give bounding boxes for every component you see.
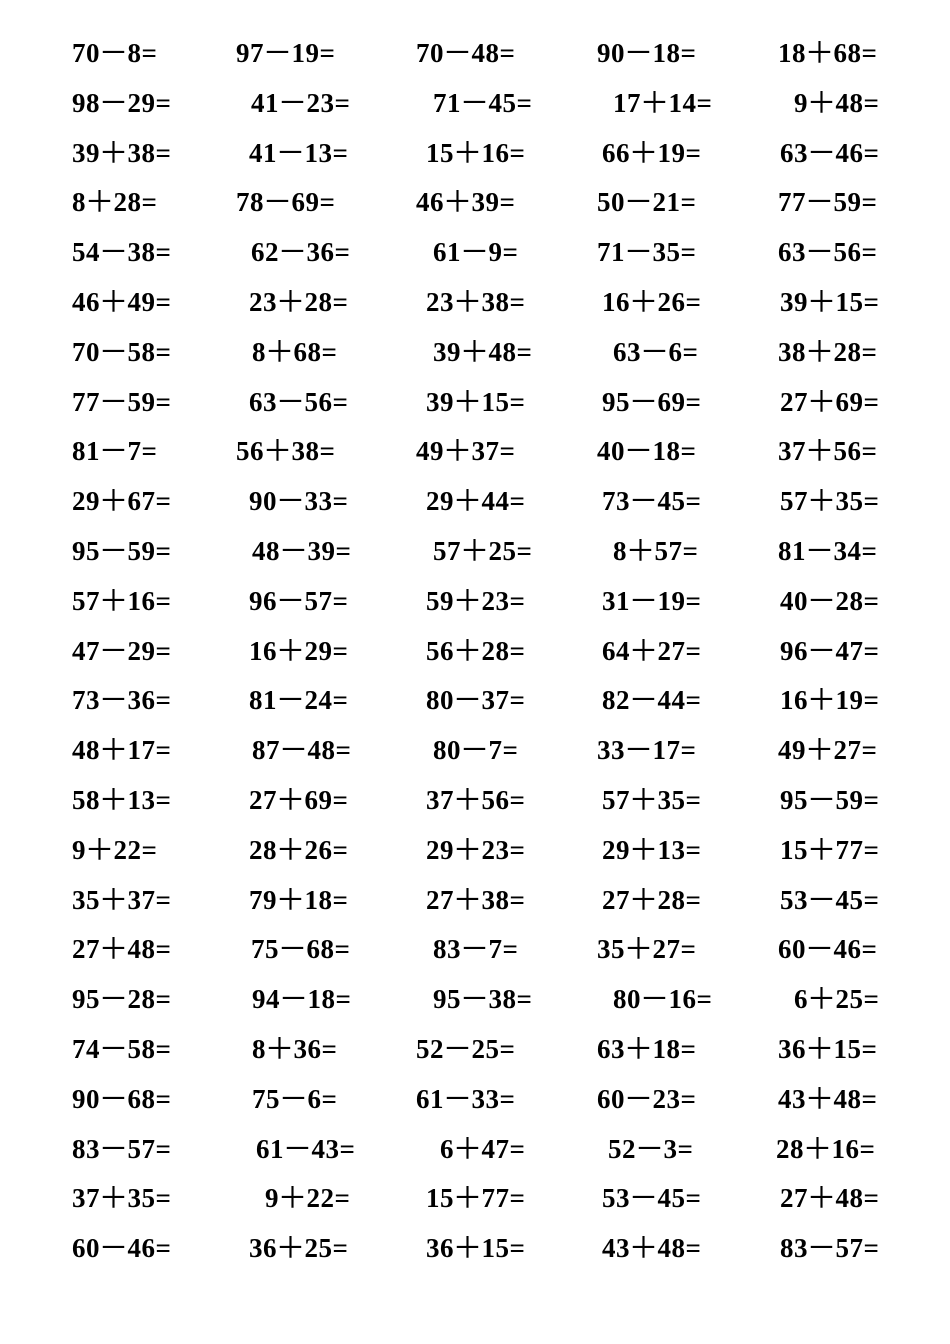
- problem-row: [0, 382, 950, 422]
- arithmetic-problem: 71－45=: [433, 87, 533, 118]
- arithmetic-problem: 15＋77=: [426, 1183, 526, 1214]
- arithmetic-problem: 8＋36=: [252, 1034, 338, 1064]
- arithmetic-problem: 8＋28=: [72, 187, 158, 218]
- arithmetic-problem: 46＋49=: [72, 287, 172, 317]
- arithmetic-problem: 31－19=: [602, 585, 702, 616]
- arithmetic-problem: 15＋16=: [426, 137, 526, 168]
- arithmetic-problem: 73－36=: [72, 685, 172, 716]
- arithmetic-problem: 29＋23=: [426, 834, 526, 865]
- arithmetic-problem: 39＋48=: [433, 336, 533, 367]
- arithmetic-problem: 36＋15=: [426, 1233, 526, 1264]
- arithmetic-problem: 27＋48=: [72, 934, 172, 965]
- arithmetic-problem: 63＋18=: [597, 1034, 697, 1064]
- arithmetic-problem: 27＋48=: [780, 1183, 880, 1214]
- arithmetic-problem: 98－29=: [72, 87, 172, 118]
- arithmetic-problem: 74－58=: [72, 1034, 172, 1064]
- arithmetic-problem: 52－25=: [416, 1034, 516, 1064]
- problem-row: [0, 431, 950, 471]
- arithmetic-problem: 83－57=: [72, 1133, 172, 1164]
- arithmetic-problem: 63－46=: [780, 137, 880, 168]
- arithmetic-problem: 90－18=: [597, 38, 697, 68]
- arithmetic-problem: 95－38=: [433, 984, 533, 1015]
- arithmetic-problem: 90－68=: [72, 1083, 172, 1114]
- arithmetic-problem: 27＋38=: [426, 884, 526, 915]
- arithmetic-problem: 23＋38=: [426, 287, 526, 317]
- problem-row: [0, 481, 950, 521]
- arithmetic-problem: 39＋15=: [426, 386, 526, 417]
- arithmetic-problem: 57＋35=: [602, 785, 702, 815]
- arithmetic-problem: 81－7=: [72, 436, 158, 467]
- problem-row: [0, 332, 950, 372]
- arithmetic-problem: 80－7=: [433, 735, 519, 766]
- arithmetic-problem: 39＋15=: [780, 287, 880, 317]
- problem-row: [0, 1129, 950, 1169]
- arithmetic-problem: 78－69=: [236, 187, 336, 218]
- problem-row: [0, 1079, 950, 1119]
- arithmetic-problem: 35＋37=: [72, 884, 172, 915]
- arithmetic-problem: 37＋35=: [72, 1183, 172, 1214]
- arithmetic-problem: 16＋29=: [249, 635, 349, 666]
- arithmetic-problem: 87－48=: [252, 735, 352, 766]
- arithmetic-problem: 16＋26=: [602, 287, 702, 317]
- arithmetic-problem: 17＋14=: [613, 87, 713, 118]
- arithmetic-problem: 27＋28=: [602, 884, 702, 915]
- arithmetic-problem: 36＋25=: [249, 1233, 349, 1264]
- arithmetic-problem: 9＋48=: [794, 87, 880, 118]
- arithmetic-problem: 52－3=: [608, 1133, 694, 1164]
- arithmetic-problem: 29＋13=: [602, 834, 702, 865]
- arithmetic-problem: 61－43=: [256, 1133, 356, 1164]
- problem-row: [0, 830, 950, 870]
- arithmetic-problem: 15＋77=: [780, 834, 880, 865]
- arithmetic-problem: 23＋28=: [249, 287, 349, 317]
- problem-row: [0, 133, 950, 173]
- arithmetic-problem: 61－33=: [416, 1083, 516, 1114]
- arithmetic-problem: 83－57=: [780, 1233, 880, 1264]
- problem-row: [0, 33, 950, 73]
- arithmetic-problem: 39＋38=: [72, 137, 172, 168]
- arithmetic-problem: 60－23=: [597, 1083, 697, 1114]
- arithmetic-problem: 94－18=: [252, 984, 352, 1015]
- arithmetic-problem: 9＋22=: [72, 834, 158, 865]
- arithmetic-problem: 29＋44=: [426, 486, 526, 517]
- arithmetic-problem: 60－46=: [778, 934, 878, 965]
- problem-row: [0, 232, 950, 272]
- arithmetic-problem: 79＋18=: [249, 884, 349, 915]
- arithmetic-problem: 95－59=: [72, 536, 172, 566]
- arithmetic-problem: 46＋39=: [416, 187, 516, 218]
- arithmetic-problem: 95－28=: [72, 984, 172, 1015]
- problem-row: [0, 1178, 950, 1218]
- arithmetic-problem: 97－19=: [236, 38, 336, 68]
- arithmetic-problem: 48－39=: [252, 536, 352, 566]
- arithmetic-problem: 77－59=: [72, 386, 172, 417]
- arithmetic-problem: 40－18=: [597, 436, 697, 467]
- arithmetic-problem: 81－34=: [778, 536, 878, 566]
- arithmetic-problem: 8＋57=: [613, 536, 699, 566]
- arithmetic-problem: 77－59=: [778, 187, 878, 218]
- arithmetic-problem: 54－38=: [72, 237, 172, 268]
- problem-row: [0, 730, 950, 770]
- arithmetic-problem: 57＋35=: [780, 486, 880, 517]
- arithmetic-problem: 49＋37=: [416, 436, 516, 467]
- problem-row: [0, 83, 950, 123]
- arithmetic-problem: 49＋27=: [778, 735, 878, 766]
- arithmetic-problem: 70－48=: [416, 38, 516, 68]
- arithmetic-problem: 61－9=: [433, 237, 519, 268]
- arithmetic-problem: 63－56=: [249, 386, 349, 417]
- problem-row: [0, 282, 950, 322]
- arithmetic-problem: 82－44=: [602, 685, 702, 716]
- arithmetic-problem: 43＋48=: [602, 1233, 702, 1264]
- arithmetic-problem: 70－8=: [72, 38, 158, 68]
- arithmetic-problem: 58＋13=: [72, 785, 172, 815]
- arithmetic-problem: 16＋19=: [780, 685, 880, 716]
- problem-row: [0, 880, 950, 920]
- arithmetic-problem: 80－37=: [426, 685, 526, 716]
- problem-row: [0, 182, 950, 222]
- arithmetic-problem: 53－45=: [602, 1183, 702, 1214]
- arithmetic-problem: 53－45=: [780, 884, 880, 915]
- arithmetic-problem: 64＋27=: [602, 635, 702, 666]
- arithmetic-problem: 50－21=: [597, 187, 697, 218]
- arithmetic-problem: 57＋16=: [72, 585, 172, 616]
- problem-row: [0, 531, 950, 571]
- arithmetic-problem: 96－57=: [249, 585, 349, 616]
- arithmetic-problem: 75－68=: [251, 934, 351, 965]
- arithmetic-problem: 8＋68=: [252, 336, 338, 367]
- arithmetic-problem: 29＋67=: [72, 486, 172, 517]
- problem-row: [0, 581, 950, 621]
- arithmetic-problem: 48＋17=: [72, 735, 172, 766]
- arithmetic-problem: 73－45=: [602, 486, 702, 517]
- arithmetic-problem: 56＋38=: [236, 436, 336, 467]
- arithmetic-problem: 33－17=: [597, 735, 697, 766]
- arithmetic-problem: 83－7=: [433, 934, 519, 965]
- arithmetic-problem: 56＋28=: [426, 635, 526, 666]
- arithmetic-problem: 43＋48=: [778, 1083, 878, 1114]
- arithmetic-problem: 27＋69=: [780, 386, 880, 417]
- arithmetic-problem: 95－69=: [602, 386, 702, 417]
- arithmetic-problem: 70－58=: [72, 336, 172, 367]
- arithmetic-problem: 63－6=: [613, 336, 699, 367]
- problem-row: [0, 929, 950, 969]
- arithmetic-problem: 40－28=: [780, 585, 880, 616]
- problem-row: [0, 680, 950, 720]
- problem-row: [0, 631, 950, 671]
- arithmetic-problem: 95－59=: [780, 785, 880, 815]
- arithmetic-problem: 28＋26=: [249, 834, 349, 865]
- arithmetic-problem: 71－35=: [597, 237, 697, 268]
- arithmetic-problem: 37＋56=: [426, 785, 526, 815]
- arithmetic-problem: 80－16=: [613, 984, 713, 1015]
- arithmetic-problem: 41－23=: [251, 87, 351, 118]
- arithmetic-problem: 9＋22=: [265, 1183, 351, 1214]
- problem-row: [0, 1228, 950, 1268]
- problem-row: [0, 979, 950, 1019]
- arithmetic-problem: 75－6=: [252, 1083, 338, 1114]
- arithmetic-problem: 27＋69=: [249, 785, 349, 815]
- arithmetic-problem: 63－56=: [778, 237, 878, 268]
- arithmetic-problem: 38＋28=: [778, 336, 878, 367]
- arithmetic-problem: 36＋15=: [778, 1034, 878, 1064]
- arithmetic-problem: 18＋68=: [778, 38, 878, 68]
- arithmetic-problem: 66＋19=: [602, 137, 702, 168]
- arithmetic-problem: 59＋23=: [426, 585, 526, 616]
- arithmetic-problem: 47－29=: [72, 635, 172, 666]
- arithmetic-problem: 96－47=: [780, 635, 880, 666]
- arithmetic-problem: 35＋27=: [597, 934, 697, 965]
- arithmetic-problem: 62－36=: [251, 237, 351, 268]
- arithmetic-problem: 41－13=: [249, 137, 349, 168]
- arithmetic-problem: 57＋25=: [433, 536, 533, 566]
- arithmetic-problem: 90－33=: [249, 486, 349, 517]
- problem-row: [0, 1029, 950, 1069]
- arithmetic-problem: 37＋56=: [778, 436, 878, 467]
- arithmetic-problem: 28＋16=: [776, 1133, 876, 1164]
- arithmetic-problem: 6＋47=: [440, 1133, 526, 1164]
- arithmetic-problem: 6＋25=: [794, 984, 880, 1015]
- arithmetic-problem: 60－46=: [72, 1233, 172, 1264]
- arithmetic-problem: 81－24=: [249, 685, 349, 716]
- problem-row: [0, 780, 950, 820]
